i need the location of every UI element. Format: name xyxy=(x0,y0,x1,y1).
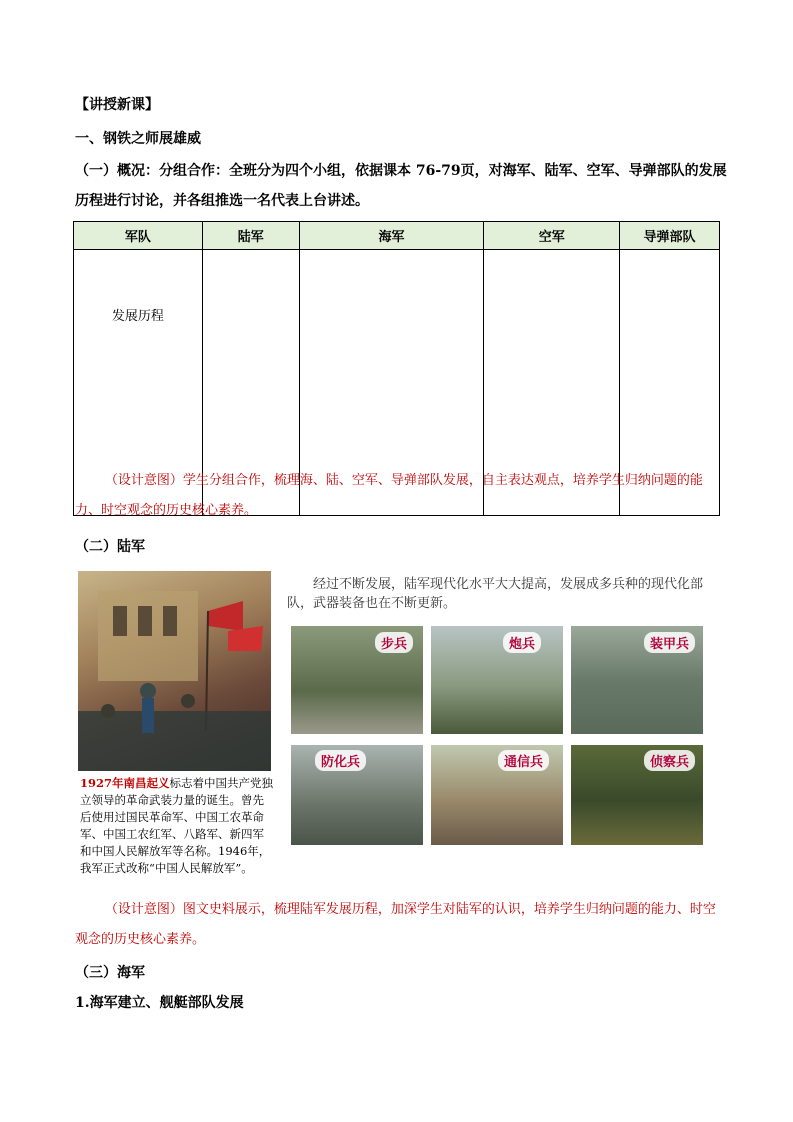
photo-reconnaissance xyxy=(571,745,703,845)
nanchang-uprising-painting xyxy=(78,571,271,771)
heading-army: （二）陆军 xyxy=(75,539,145,555)
table-header-airforce: 空军 xyxy=(484,222,620,250)
design-intent-2: （设计意图）图文史料展示，梳理陆军发展历程，加深学生对陆军的认识，培养学生归纳问题的能力、时空观念的历史核心素养。 xyxy=(75,902,716,947)
photo-armored xyxy=(571,626,703,734)
heading-navy: （三）海军 xyxy=(75,965,145,981)
label-artillery: 炮兵 xyxy=(503,632,541,653)
label-armored: 装甲兵 xyxy=(644,632,695,653)
nanchang-caption-text: 标志着中国共产党独立领导的革命武装力量的诞生。曾先后使用过国民革命军、中国工农革命军、中国工农红军、八路军、新四军和中国人民解放军等名称。1946年，我军正式改称“中国人民解放军”。 xyxy=(80,776,274,875)
label-signal: 通信兵 xyxy=(498,750,549,771)
overview-paragraph: （一）概况：分组合作：全班分为四个小组，依据课本 76-79页，对海军、陆军、空军、导弹部队的发展历程进行讨论，并各组推选一名代表上台讲述。 xyxy=(75,163,727,209)
photo-chemical-defense xyxy=(291,745,423,845)
label-reconnaissance: 侦察兵 xyxy=(644,750,695,771)
table-header-navy: 海军 xyxy=(299,222,484,250)
table-header-missile: 导弹部队 xyxy=(620,222,720,250)
photo-artillery xyxy=(431,626,563,734)
label-infantry: 步兵 xyxy=(375,632,413,653)
nanchang-caption xyxy=(80,775,275,877)
nanchang-caption-highlight: 1927年南昌起义 xyxy=(80,776,170,790)
table-row-label: 发展历程 xyxy=(74,250,203,516)
design-intent-1: （设计意图）学生分组合作，梳理海、陆、空军、导弹部队发展，自主表达观点，培养学生归纳问题的能力、时空观念的历史核心素养。 xyxy=(75,473,703,518)
heading-navy-sub: 1.海军建立、舰艇部队发展 xyxy=(75,995,244,1011)
army-modernization-text: 经过不断发展，陆军现代化水平大大提高，发展成多兵种的现代化部队，武器装备也在不断更新。 xyxy=(287,577,704,611)
photo-infantry xyxy=(291,626,423,734)
table-header-forces: 军队 xyxy=(74,222,203,250)
photo-signal xyxy=(431,745,563,845)
label-chemical-defense: 防化兵 xyxy=(315,750,366,771)
heading-steel-army: 一、钢铁之师展雄威 xyxy=(75,131,201,147)
section-header: 【讲授新课】 xyxy=(75,97,159,113)
table-header-army: 陆军 xyxy=(202,222,299,250)
